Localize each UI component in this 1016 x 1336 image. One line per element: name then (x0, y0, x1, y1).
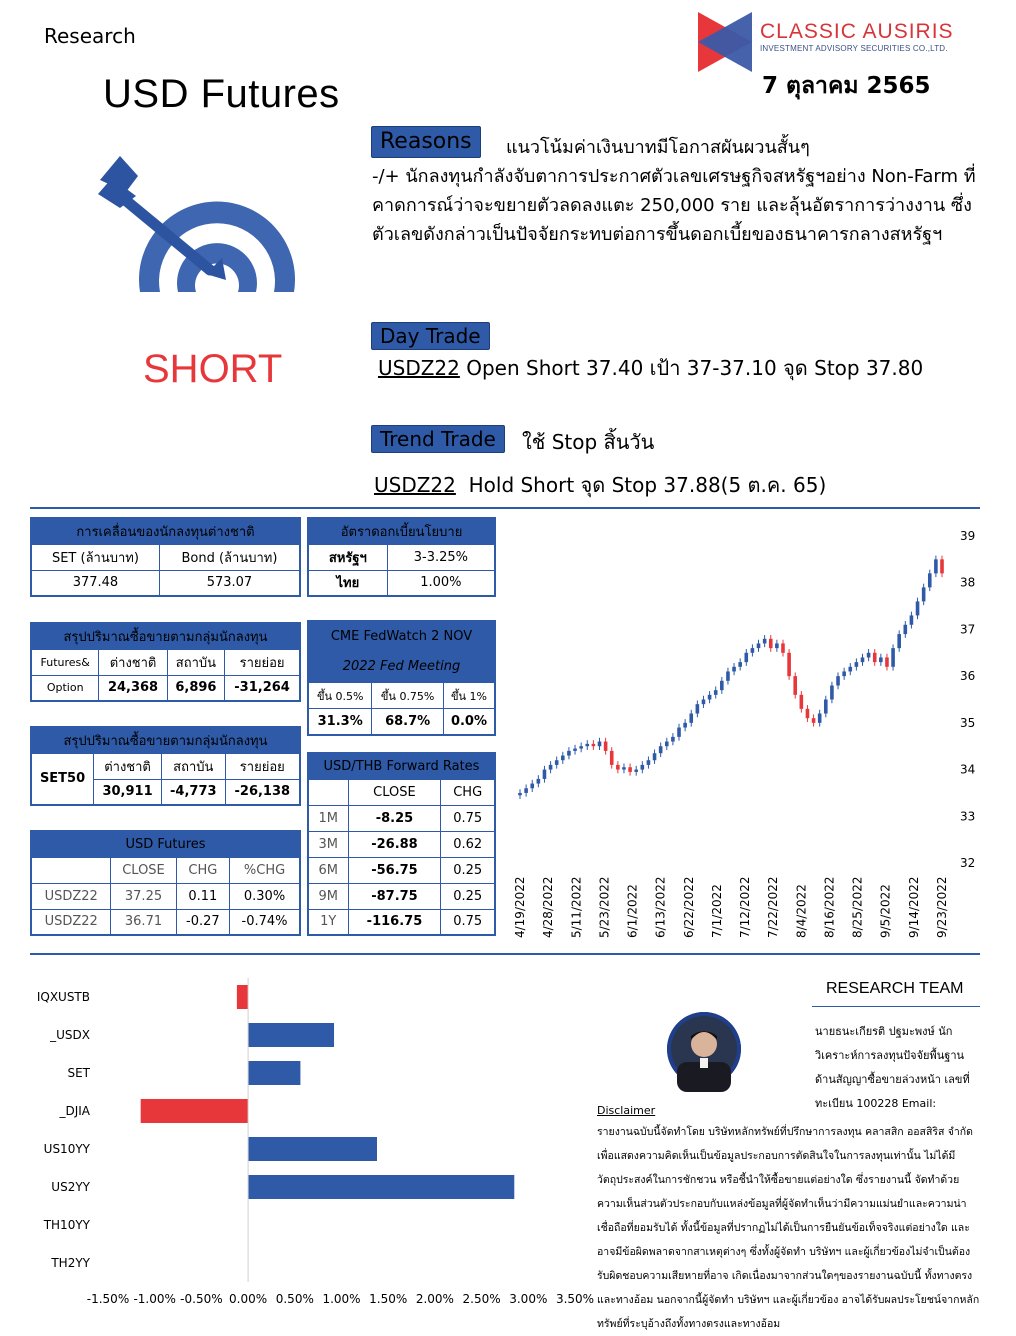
table-row (308, 805, 495, 831)
x-tick-label: 6/22/2022 (681, 876, 696, 938)
category-label: SET (67, 1066, 90, 1080)
value-institution: 6,896 (167, 675, 224, 701)
futures-summary-title: สรุปปริมาณซื้อขายตามกลุ่มนักลงทุน (31, 623, 300, 649)
y-tick-label: 39 (960, 529, 976, 543)
value-foreign: 24,368 (99, 675, 167, 701)
foreign-flow-title: การเคลื่อนของนักลงทุนต่างชาติ (31, 518, 300, 544)
y-tick-label: 35 (960, 715, 976, 730)
candle (671, 737, 675, 742)
category-label: _USDX (50, 1028, 90, 1042)
x-tick-label: -0.50% (180, 1292, 223, 1306)
x-tick-label: 9/23/2022 (935, 876, 949, 938)
x-tick-label: 8/16/2022 (822, 876, 837, 938)
fedwatch-title-1: CME FedWatch 2 NOV (330, 629, 473, 644)
candle (861, 657, 865, 662)
chg: -0.27 (176, 909, 229, 935)
col-hike-075: ขึ้น 0.75% (372, 683, 444, 709)
candle (775, 643, 779, 648)
x-tick-label: 0.50% (275, 1292, 314, 1306)
chg: 0.75 (441, 805, 495, 831)
table-row (308, 857, 495, 883)
report-date: 7 ตุลาคม 2565 (762, 73, 931, 99)
category-label: TH2YY (51, 1256, 90, 1270)
foreign-flow-table (30, 517, 301, 597)
pct: 0.30% (230, 883, 300, 909)
candle (848, 667, 852, 672)
candle (677, 728, 681, 737)
trend-trade-tag: Trend Trade (371, 425, 505, 453)
y-tick-label: 36 (960, 669, 976, 684)
col-chg: CHG (176, 857, 229, 883)
bar (248, 1061, 300, 1085)
value-retail: -31,264 (225, 675, 300, 701)
close: -56.75 (348, 857, 441, 883)
candle (738, 662, 742, 667)
x-tick-label: 4/28/2022 (541, 876, 556, 938)
col-foreign: ต่างชาติ (99, 649, 167, 675)
candle (683, 723, 687, 728)
th-rate: 1.00% (387, 570, 495, 596)
chg: 0.11 (176, 883, 229, 909)
futures-label-1: Futures& (31, 649, 99, 675)
fedwatch-title-2: 2022 Fed Meeting (342, 659, 461, 674)
y-tick-label: 32 (960, 856, 976, 870)
col-bond: Bond (ล้านบาท) (159, 544, 300, 570)
candle (904, 625, 908, 634)
table-row (308, 883, 495, 909)
candle (867, 653, 871, 658)
x-tick-label: 6/13/2022 (653, 876, 668, 938)
candle (800, 695, 804, 709)
tenor: 6M (308, 857, 348, 883)
candle (928, 573, 932, 587)
candle (812, 718, 816, 723)
category-label: TH10YY (43, 1218, 90, 1232)
candle (897, 634, 901, 648)
value-retail: -26,138 (225, 779, 300, 805)
policy-rate-table (307, 517, 496, 597)
value-bond: 573.07 (159, 570, 300, 596)
candle (689, 714, 693, 723)
candle (922, 587, 926, 601)
pct: -0.74% (230, 909, 300, 935)
candle (836, 676, 840, 685)
day-trade-symbol: USDZ22 (378, 356, 460, 380)
candle (555, 760, 559, 765)
page-title: USD Futures (103, 72, 340, 116)
candle (641, 765, 645, 770)
candle (610, 751, 614, 765)
candle (647, 760, 651, 765)
col-institution: สถาบัน (167, 649, 224, 675)
x-tick-label: 5/11/2022 (569, 876, 584, 938)
policy-rate-title: อัตราดอกเบี้ยนโยบาย (308, 518, 495, 544)
candle (879, 657, 883, 662)
y-tick-label: 37 (960, 622, 976, 637)
reasons-headline: แนวโน้มค่าเงินบาทมีโอกาสผันผวนสั้นๆ (506, 137, 810, 158)
candle (806, 709, 810, 718)
candle (628, 767, 632, 772)
candle (910, 615, 914, 624)
reasons-tag: Reasons (371, 126, 481, 158)
candle (830, 685, 834, 699)
day-trade-text: Open Short 37.40 เป้า 37-37.10 จุด Stop 37.80 (459, 356, 924, 380)
fedwatch-table (307, 620, 496, 736)
usd-futures-table (30, 830, 301, 936)
candle (842, 671, 846, 676)
candle (604, 742, 608, 751)
category-label: US10YY (43, 1142, 90, 1156)
candle (720, 681, 724, 690)
candle (916, 601, 920, 615)
table-row (31, 883, 300, 909)
x-tick-label: 7/1/2022 (709, 884, 724, 938)
tenor: 1M (308, 805, 348, 831)
candle (744, 653, 748, 662)
x-tick-label: 6/1/2022 (625, 884, 640, 938)
close: 37.25 (111, 883, 176, 909)
x-tick-label: -1.50% (86, 1292, 130, 1306)
bar (248, 1175, 514, 1199)
day-trade-line (378, 352, 923, 384)
candle (781, 643, 785, 652)
candle (518, 793, 522, 795)
candle (530, 784, 534, 789)
trend-trade-line (374, 469, 826, 501)
candle (702, 700, 706, 705)
close: -26.88 (348, 831, 441, 857)
candle (885, 657, 889, 666)
x-tick-label: 7/12/2022 (738, 876, 753, 938)
y-tick-label: 38 (960, 575, 976, 590)
reasons-body: -/+ นักลงทุนกำลังจับตาการประกาศตัวเลขเศรษฐกิจสหรัฐฯอย่าง Non-Farm ที่คาดการณ์ว่าจะขยายตัวลดลงแตะ 250,000 ราย และลุ้นอัตราการว่างงาน ซึ่งตัวเลขดังกล่าวเป็นปัจจัยกระทบต่อการขึ้นดอกเบี้ยของธนาคารกลางสหรัฐฯ (372, 166, 976, 245)
x-tick-label: 1.00% (322, 1292, 361, 1306)
candle (585, 744, 589, 746)
candle (598, 742, 602, 747)
candle (757, 643, 761, 648)
prob-hike-100: 0.0% (443, 709, 495, 735)
team-divider (812, 1006, 980, 1007)
x-tick-label: 3.50% (555, 1292, 595, 1306)
trend-trade-headline: ใช้ Stop สิ้นวัน (522, 430, 655, 454)
candle (763, 639, 767, 644)
category-label: _DJIA (59, 1104, 90, 1118)
x-tick-label: 9/5/2022 (878, 884, 893, 938)
fedwatch-title (308, 621, 495, 683)
candle (634, 770, 638, 772)
category-label: US2YY (51, 1180, 90, 1194)
th-label: ไทย (308, 570, 387, 596)
target-icon (98, 150, 298, 295)
x-tick-label: -1.00% (133, 1292, 176, 1306)
candle (934, 559, 938, 573)
close: -8.25 (348, 805, 441, 831)
candle (787, 653, 791, 676)
candle (579, 746, 583, 748)
symbol: USDZ22 (31, 883, 111, 909)
team-title: RESEARCH TEAM (826, 980, 964, 997)
futures-summary-table (30, 622, 301, 702)
futures-label-2: Option (31, 675, 99, 701)
disclaimer-title: Disclaimer (597, 1104, 656, 1117)
candle (708, 695, 712, 700)
x-tick-label: 9/14/2022 (906, 876, 921, 938)
x-tick-label: 0.00% (229, 1292, 268, 1306)
forward-rates-title: USD/THB Forward Rates (308, 753, 495, 779)
divider-top (30, 507, 980, 509)
candle (537, 779, 541, 784)
category-label: IQXUSTB (36, 990, 90, 1004)
candle (696, 704, 700, 713)
candle (793, 676, 797, 695)
x-tick-label: 2.50% (462, 1292, 501, 1306)
y-tick-label: 33 (960, 809, 976, 824)
candle (726, 671, 730, 680)
divider-bottom (30, 953, 980, 955)
candle (769, 639, 773, 648)
col-set: SET (ล้านบาท) (31, 544, 159, 570)
y-tick-label: 34 (960, 762, 976, 777)
day-trade-tag: Day Trade (371, 322, 490, 350)
candle (855, 662, 859, 667)
prob-hike-050: 31.3% (308, 709, 372, 735)
chg: 0.25 (441, 883, 495, 909)
candle (616, 765, 620, 770)
table-row (308, 909, 495, 935)
price-chart (512, 518, 992, 948)
chg: 0.75 (441, 909, 495, 935)
candle (891, 648, 895, 667)
symbol: USDZ22 (31, 909, 111, 935)
set50-summary-title: สรุปปริมาณซื้อขายตามกลุ่มนักลงทุน (31, 727, 300, 753)
value-institution: -4,773 (162, 779, 226, 805)
signal-label: SHORT (143, 347, 283, 391)
close: 36.71 (111, 909, 176, 935)
candle (573, 749, 577, 751)
col-retail: รายย่อย (225, 753, 300, 779)
candle (653, 753, 657, 760)
value-foreign: 30,911 (94, 779, 162, 805)
col-close: CLOSE (348, 779, 441, 805)
tenor: 1Y (308, 909, 348, 935)
bar (248, 1023, 334, 1047)
section-label: Research (44, 24, 136, 48)
x-tick-label: 4/19/2022 (513, 876, 527, 938)
company-name: CLASSIC AUSIRIS (760, 20, 954, 43)
x-tick-label: 8/25/2022 (850, 876, 865, 938)
candle (567, 751, 571, 756)
x-tick-label: 1.50% (369, 1292, 408, 1306)
x-tick-label: 8/4/2022 (794, 884, 809, 938)
candle (940, 559, 944, 573)
prob-hike-075: 68.7% (372, 709, 444, 735)
chg: 0.62 (441, 831, 495, 857)
candle (561, 756, 565, 761)
candle (873, 653, 877, 662)
col-tenor (308, 779, 348, 805)
analyst-avatar (667, 1012, 741, 1086)
col-foreign: ต่างชาติ (94, 753, 162, 779)
team-body: นายธนะเกียรติ ปฐมะพงษ์ นักวิเคราะห์การลงทุนปัจจัยพื้นฐาน ด้านสัญญาซื้อขายล่วงหน้า เลขที่ทะเบียน 100228 Email: (815, 1025, 970, 1110)
company-subtitle: INVESTMENT ADVISORY SECURITIES CO.,LTD. (760, 44, 948, 53)
disclaimer-body: รายงานฉบับนี้จัดทำโดย บริษัทหลักทรัพย์ที่ปรึกษาการลงทุน คลาสสิก ออสสิริส จำกัด เพื่อแสดงความคิดเห็นเป็นข้อมูลประกอบการตัดสินใจในการลงทุนเท่านั้น ไม่ได้มีวัตถุประสงค์ในการชักชวน หรือชี้นำให้ซื้อขายแต่อย่างใด ซึ่งรายงานนี้ จัดทำด้วยความเห็นส่วนตัวประกอบกับแหล่งข้อมูลที่ผู้จัดทำเห็นว่ามีความแม่นยำและความน่าเชื่อถือที่ยอมรับได้ ทั้งนี้ข้อมูลที่ปรากฏไม่ได้เป็นการยืนยันข้อเท็จจริงแต่อย่างใด และอาจมีข้อผิดพลาดจากสาเหตุต่างๆ ซึ่งทั้งผู้จัดทำ บริษัทฯ และผู้เกี่ยวข้องไม่จำเป็นต้องรับผิดชอบความเสียหายที่อาจ เกิดเนื่องมาจากส่วนใดๆของรายงานฉบับนี้ ทั้งทางตรงและทางอ้อม นอกจากนี้ผู้จัดทำ บริษัทฯ และผู้เกี่ยวข้อง อาจได้รับผลประโยชน์จากหลักทรัพย์ที่ระบุอ้างถึงทั้งทางตรงและทางอ้อม (597, 1126, 980, 1330)
table-row (308, 831, 495, 857)
table-row (31, 909, 300, 935)
usd-futures-title: USD Futures (31, 831, 300, 857)
candle (524, 788, 528, 793)
candle (751, 648, 755, 653)
trend-trade-symbol: USDZ22 (374, 473, 456, 497)
close: -87.75 (348, 883, 441, 909)
col-institution: สถาบัน (162, 753, 226, 779)
us-rate: 3-3.25% (387, 544, 495, 570)
candle (543, 770, 547, 779)
col-hike-050: ขึ้น 0.5% (308, 683, 372, 709)
x-tick-label: 5/23/2022 (597, 876, 612, 938)
change-bar-chart (30, 970, 595, 1310)
chg: 0.25 (441, 857, 495, 883)
close: -116.75 (348, 909, 441, 935)
candle (714, 690, 718, 695)
candle (824, 700, 828, 714)
x-tick-label: 2.00% (415, 1292, 454, 1306)
candle (592, 744, 596, 746)
col-close: CLOSE (111, 857, 176, 883)
tenor: 9M (308, 883, 348, 909)
value-set: 377.48 (31, 570, 159, 596)
trend-trade-text: Hold Short จุด Stop 37.88(5 ต.ค. 65) (455, 473, 827, 497)
bar (141, 1099, 248, 1123)
candle (549, 765, 553, 770)
candle (665, 742, 669, 747)
candle (622, 767, 626, 769)
col-hike-100: ขึ้น 1% (443, 683, 495, 709)
set50-label: SET50 (31, 753, 94, 805)
col-symbol (31, 857, 111, 883)
candle (818, 714, 822, 723)
x-tick-label: 3.00% (509, 1292, 548, 1306)
us-label: สหรัฐฯ (308, 544, 387, 570)
col-pct: %CHG (230, 857, 300, 883)
bar (237, 985, 248, 1009)
candle (732, 667, 736, 672)
col-retail: รายย่อย (225, 649, 300, 675)
col-chg: CHG (441, 779, 495, 805)
forward-rates-table (307, 752, 496, 936)
bar (248, 1137, 377, 1161)
x-tick-label: 7/22/2022 (766, 876, 781, 938)
set50-summary-table (30, 726, 301, 806)
tenor: 3M (308, 831, 348, 857)
candle (659, 746, 663, 753)
